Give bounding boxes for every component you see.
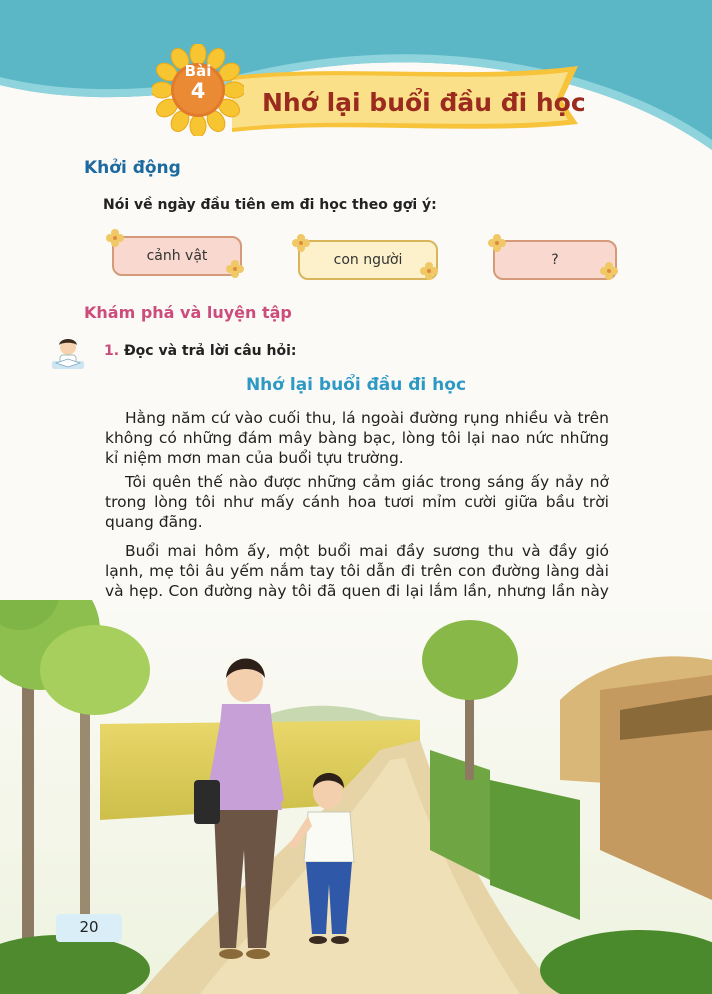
question-number: 1. [104, 343, 120, 359]
section-heading-kham-pha: Khám phá và luyện tập [84, 303, 292, 322]
badge-number: 4 [190, 78, 206, 103]
paragraph-text: Buổi mai hôm ấy, một buổi mai đầy sương thu và đầy gió lạnh, mẹ tôi âu yếm nắm tay tôi dẫn đi trên con đường làng dài và hẹp. Con đường này tôi đã quen đi lại lắm lần, nhưng lần này [105, 542, 609, 600]
question-1 [104, 343, 296, 359]
lesson-title: Nhớ lại buổi đầu đi học [262, 88, 586, 117]
reading-title: Nhớ lại buổi đầu đi học [245, 375, 467, 395]
section-heading-khoi-dong: Khởi động [84, 158, 181, 178]
prompt-chip-other [493, 240, 617, 280]
chip-label: con người [333, 252, 403, 268]
flower-icon [292, 234, 310, 252]
badge-word: Bài [184, 62, 212, 80]
flower-icon [600, 262, 618, 280]
prompt-chip-people [298, 240, 438, 280]
chip-label: ? [551, 252, 559, 268]
flower-icon [106, 229, 124, 247]
question-text: Đọc và trả lời câu hỏi: [123, 343, 297, 359]
reading-student-icon [48, 333, 88, 373]
reading-paragraph: Tôi quên thế nào được những cảm giác trong sáng ấy nảy nở trong lòng tôi như mấy cánh hoa tươi mỉm cười giữa bầu trời quang đãng. [105, 473, 609, 531]
flower-icon [226, 260, 244, 278]
flower-icon [420, 262, 438, 280]
reading-paragraph: Hằng năm cứ vào cuối thu, lá ngoài đường rụng nhiều và trên không có những đám mây bàng bạc, lòng tôi lại nao nức những kỉ niệm mơn man của buổi tựu trường. [105, 409, 609, 467]
warmup-instruction: Nói về ngày đầu tiên em đi học theo gợi ý: [103, 197, 437, 213]
flower-icon [488, 234, 506, 252]
lesson-badge [152, 64, 244, 102]
page-number: 20 [79, 918, 99, 936]
prompt-chip-scenery [112, 236, 242, 276]
chip-label: cảnh vật [146, 248, 208, 264]
